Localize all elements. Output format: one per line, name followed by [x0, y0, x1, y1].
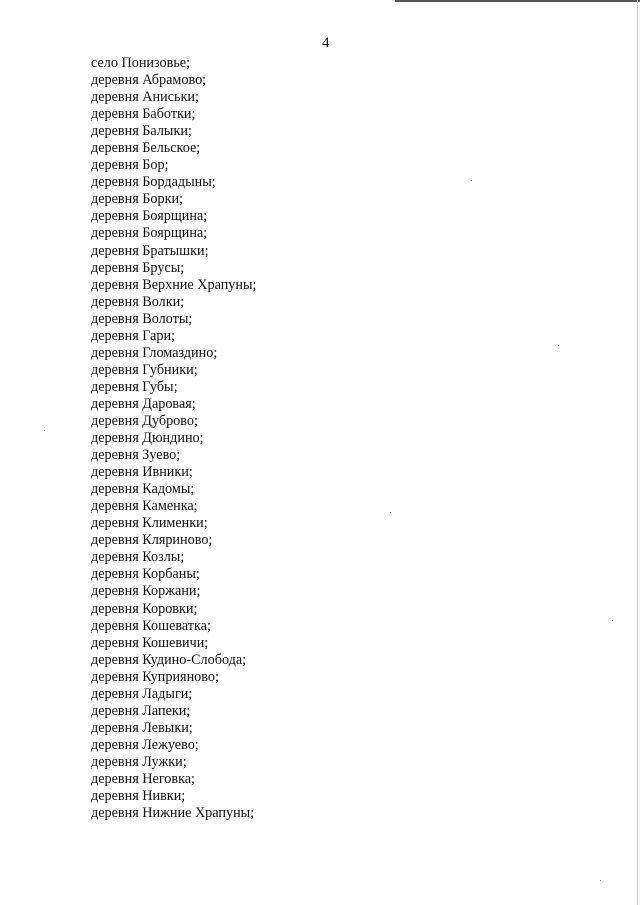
list-item: деревня Дуброво; [91, 412, 198, 429]
list-item: деревня Козлы; [91, 549, 185, 566]
list-item: деревня Кадомы; [91, 481, 195, 498]
list-item: деревня Каменка; [91, 498, 198, 515]
list-item: деревня Кудино-Слобода; [91, 651, 247, 668]
list-item: деревня Дюндино; [91, 430, 204, 447]
list-item: деревня Братышки; [91, 242, 209, 259]
scan-speck [600, 880, 601, 881]
list-item: деревня Куприяново; [91, 668, 219, 685]
list-item: деревня Волки; [91, 293, 185, 310]
list-item: деревня Абрамово; [91, 72, 207, 89]
list-item: деревня Коржани; [91, 583, 201, 600]
list-item: деревня Борки; [91, 191, 184, 208]
list-item: деревня Бор; [91, 157, 169, 174]
list-item: деревня Аниськи; [91, 89, 199, 106]
list-item: деревня Баботки; [91, 106, 196, 123]
list-item: деревня Волоты; [91, 310, 193, 327]
list-item: деревня Бельское; [91, 140, 201, 157]
list-item: деревня Брусы; [91, 259, 185, 276]
list-item: деревня Лужки; [91, 753, 187, 770]
scan-speck [471, 180, 472, 181]
list-item: деревня Гари; [91, 327, 176, 344]
list-item: деревня Клименки; [91, 515, 208, 532]
list-item: деревня Губники; [91, 361, 198, 378]
list-item: деревня Бордадыны; [91, 174, 216, 191]
settlement-list [91, 55, 256, 822]
scan-speck [558, 345, 559, 346]
scan-speck [44, 430, 45, 431]
scan-speck [390, 512, 391, 513]
list-item: деревня Боярщина; [91, 225, 208, 242]
scan-edge-right [637, 0, 638, 905]
list-item: деревня Боярщина; [91, 208, 208, 225]
list-item: деревня Лапеки; [91, 702, 191, 719]
list-item: деревня Неговка; [91, 770, 195, 787]
list-item: деревня Верхние Храпуны; [91, 276, 257, 293]
list-item: деревня Лежуево; [91, 736, 199, 753]
scan-speck [612, 620, 613, 621]
list-item: деревня Коровки; [91, 600, 198, 617]
list-item: деревня Корбаны; [91, 566, 200, 583]
list-item: деревня Кляриново; [91, 532, 213, 549]
list-item: село Понизовье; [91, 55, 191, 71]
list-item: деревня Нивки; [91, 788, 186, 805]
list-item: деревня Кошевичи; [91, 634, 209, 651]
list-item: деревня Ивники; [91, 464, 193, 481]
list-item: деревня Губы; [91, 378, 178, 395]
list-item: деревня Ладыги; [91, 685, 193, 702]
scan-edge-top [395, 0, 640, 2]
list-item: деревня Зуево; [91, 447, 181, 464]
page-number: 4 [322, 35, 330, 51]
list-item: деревня Нижние Храпуны; [91, 805, 255, 822]
list-item: деревня Балыки; [91, 123, 192, 140]
list-item: деревня Левыки; [91, 719, 193, 736]
list-item: деревня Кошеватка; [91, 617, 211, 634]
list-item: деревня Даровая; [91, 395, 196, 412]
list-item: деревня Гломаздино; [91, 344, 218, 361]
